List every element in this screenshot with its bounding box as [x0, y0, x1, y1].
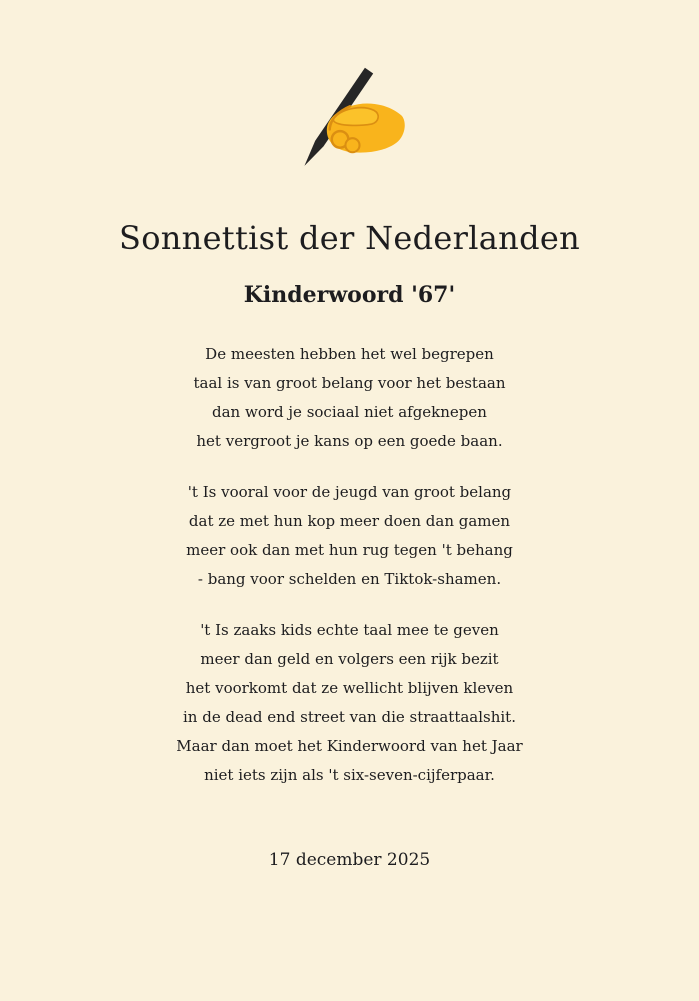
poem-title: Kinderwoord '67': [243, 281, 456, 308]
poem-line: taal is van groot belang voor het bestaan: [193, 374, 506, 393]
stanza-3: [176, 616, 522, 790]
stanza-2: [176, 478, 522, 594]
publication-date: 17 december 2025: [268, 850, 431, 871]
poem-line: het voorkomt dat ze wellicht blijven kleven: [185, 679, 514, 698]
stanza-1: [176, 340, 522, 456]
poem-body: [176, 340, 522, 790]
poem-line: dat ze met hun kop meer doen dan gamen: [188, 512, 511, 531]
writing-hand-icon: [292, 64, 408, 180]
finger-curl: [345, 138, 359, 152]
poem-line: 't Is vooral voor de jeugd van groot belang: [187, 483, 512, 502]
poem-line: het vergroot je kans op een goede baan.: [196, 432, 503, 451]
page-title: Sonnettist der Nederlanden: [118, 219, 581, 257]
poem-line: 't Is zaaks kids echte taal mee te geven: [200, 621, 499, 640]
poem-line: dan word je sociaal niet afgeknepen: [212, 403, 487, 422]
poem-line: meer dan geld en volgers een rijk bezit: [200, 650, 499, 669]
poem-line: niet iets zijn als 't six-seven-cijferpaar.: [204, 766, 495, 785]
poem-line: in de dead end street van die straattaalshit.: [183, 708, 516, 727]
poem-line: - bang voor schelden en Tiktok-shamen.: [197, 570, 502, 589]
poem-line: Maar dan moet het Kinderwoord van het Jaar: [176, 737, 523, 756]
poem-line: De meesten hebben het wel begrepen: [205, 345, 494, 364]
poem-line: meer ook dan met hun rug tegen 't behang: [186, 541, 513, 560]
